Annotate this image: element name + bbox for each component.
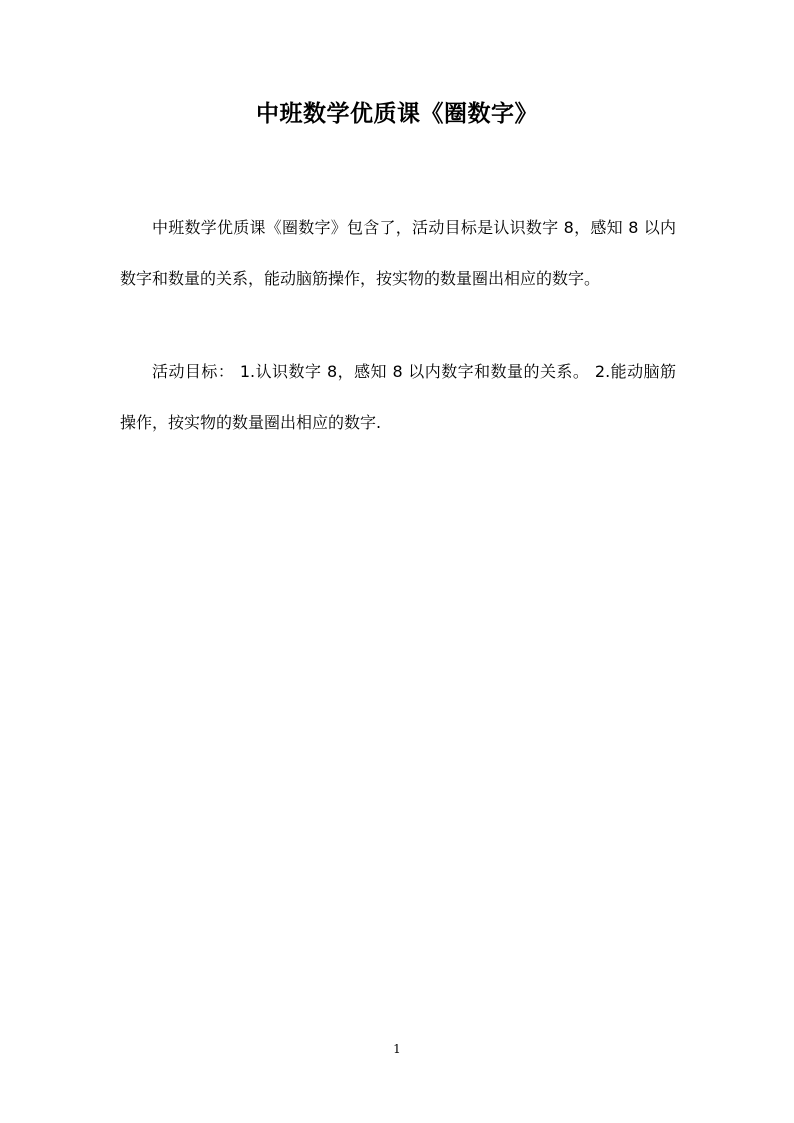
page-number: 1 xyxy=(393,1042,401,1056)
objectives-paragraph: 活动目标： 1.认识数字 8，感知 8 以内数字和数量的关系。 2.能动脑筋操作，按实物的数量圈出相应的数字. xyxy=(120,362,676,432)
document-title: 中班数学优质课《圈数字》 xyxy=(256,100,538,127)
intro-paragraph: 中班数学优质课《圈数字》包含了，活动目标是认识数字 8，感知 8 以内数字和数量的关系，能动脑筋操作，按实物的数量圈出相应的数字。 xyxy=(120,218,676,288)
